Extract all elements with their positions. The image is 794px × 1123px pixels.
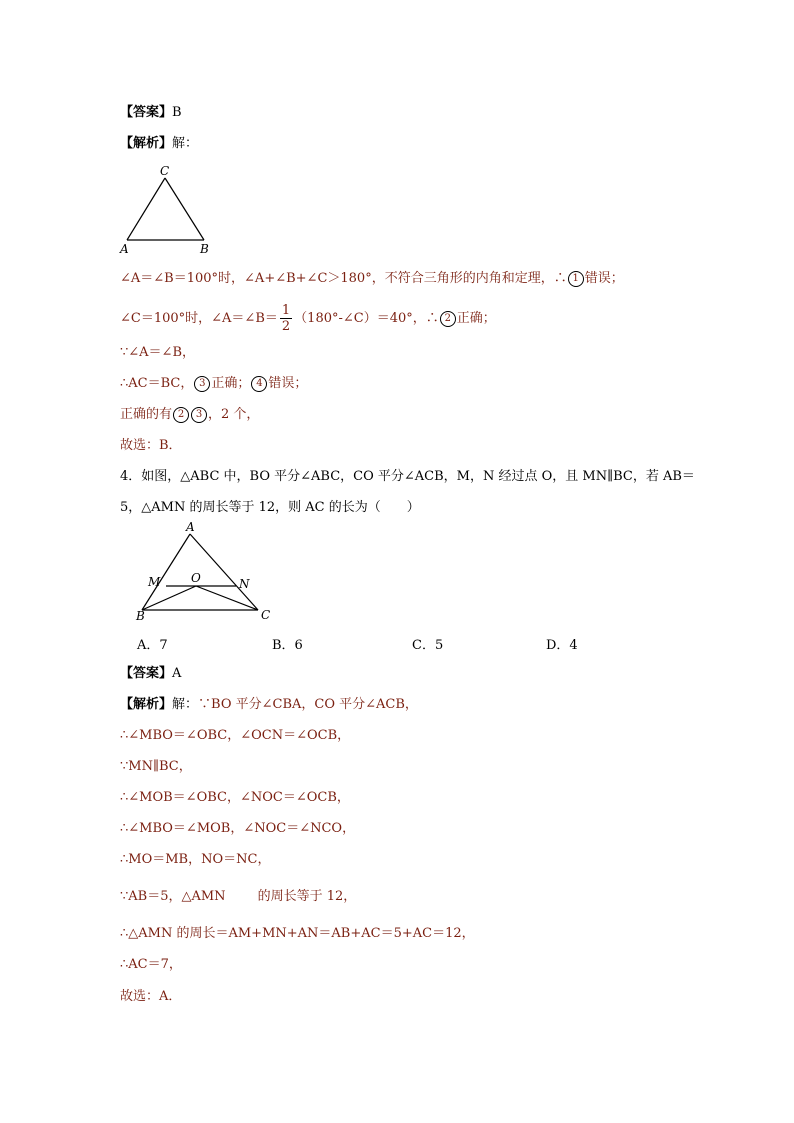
q3-step-2 — [120, 303, 496, 334]
q3-step-5-count: ，2 个， — [208, 407, 260, 422]
q4-stem-line-1: 4．如图，△ABC 中，BO 平分∠ABC，CO 平分∠ACB，M，N 经过点 O，且 MN∥BC，若 AB＝ — [120, 469, 695, 484]
circled-number: 3 — [191, 407, 207, 423]
vertex-a-label: A — [186, 522, 195, 534]
q4-step-1: ∵BO 平分∠CBA，CO 平分∠ACB， — [198, 697, 418, 712]
q3-analysis-line — [120, 135, 198, 153]
q3-step-1 — [120, 270, 624, 288]
answer-tag: 【答案】 — [120, 666, 173, 681]
vertex-b-label: B — [200, 242, 209, 256]
q4-analysis-line — [120, 696, 418, 714]
q3-conclusion: 故选：B． — [120, 438, 182, 453]
circled-number: 2 — [173, 407, 189, 423]
vertex-c-label: C — [160, 164, 170, 178]
answer-tag: 【答案】 — [120, 105, 173, 120]
vertex-a-label: A — [120, 242, 129, 256]
q4-step-2: ∴∠MBO＝∠OBC，∠OCN＝∠OCB， — [120, 728, 351, 743]
q4-step-6: ∴MO＝MB，NO＝NC， — [120, 852, 271, 867]
point-m-label: M — [148, 575, 161, 589]
q3-step-1-result: 错误； — [584, 271, 624, 286]
circled-number: 1 — [568, 271, 584, 287]
answer-value: B — [172, 105, 182, 120]
circled-number: 3 — [194, 376, 210, 392]
circled-number: 2 — [440, 311, 456, 327]
triangle-amn-figure — [130, 522, 280, 626]
analysis-start: 解： — [172, 697, 199, 712]
q3-step-5 — [120, 406, 259, 424]
option-d: D．4 — [546, 638, 578, 653]
q4-answer-line — [120, 665, 181, 683]
q4-step-3: ∵MN∥BC， — [120, 759, 192, 774]
option-b: B．6 — [272, 638, 303, 653]
triangle-abc-figure — [112, 160, 222, 260]
vertex-c-label: C — [261, 608, 271, 622]
q3-step-2-text: ∠C＝100°时，∠A＝∠B＝ — [120, 311, 278, 326]
q3-step-4-result-b: 错误； — [268, 376, 308, 391]
q3-step-4-result-a: 正确； — [211, 376, 251, 391]
q4-step-9: ∴AC＝7， — [120, 957, 182, 972]
q4-step-8: ∴△AMN 的周长＝AM+MN+AN＝AB+AC＝5+AC＝12， — [120, 926, 475, 941]
fraction-half — [280, 303, 292, 334]
analysis-tag: 【解析】 — [120, 136, 173, 151]
q4-stem-line-2: 5，△AMN 的周长等于 12，则 AC 的长为（ ） — [120, 500, 420, 515]
q4-step-7-text-b: 的周长等于 12， — [257, 889, 357, 904]
option-a: A．7 — [137, 638, 168, 653]
q4-step-5: ∴∠MBO＝∠MOB，∠NOC＝∠NCO， — [120, 821, 356, 836]
q3-step-2-result: 正确； — [456, 311, 496, 326]
q3-step-5-text: 正确的有 — [120, 407, 173, 422]
fraction-denominator: 2 — [281, 319, 291, 334]
point-n-label: N — [239, 577, 250, 591]
q4-step-7 — [120, 888, 356, 906]
q3-step-1-text: ∠A＝∠B＝100°时，∠A+∠B+∠C＞180°，不符合三角形的内角和定理，∴ — [120, 271, 567, 286]
vertex-b-label: B — [136, 609, 145, 623]
q3-step-4 — [120, 375, 307, 393]
q3-step-2-text-b: （180°-∠C）＝40°，∴ — [294, 311, 439, 326]
q4-conclusion: 故选：A． — [120, 989, 182, 1004]
analysis-start: 解： — [172, 136, 199, 151]
circled-number: 4 — [251, 376, 267, 392]
option-c: C．5 — [412, 638, 444, 653]
q3-step-4-text: ∴AC＝BC， — [120, 376, 194, 391]
q4-step-4: ∴∠MOB＝∠OBC，∠NOC＝∠OCB， — [120, 790, 350, 805]
answer-value: A — [172, 666, 182, 681]
q3-step-3: ∵∠A＝∠B， — [120, 345, 195, 360]
q3-answer-line — [120, 104, 182, 122]
fraction-numerator: 1 — [281, 303, 291, 318]
q4-step-7-text-a: ∵AB＝5，△AMN — [120, 889, 226, 904]
point-o-label: O — [191, 571, 201, 585]
analysis-tag: 【解析】 — [120, 697, 173, 712]
